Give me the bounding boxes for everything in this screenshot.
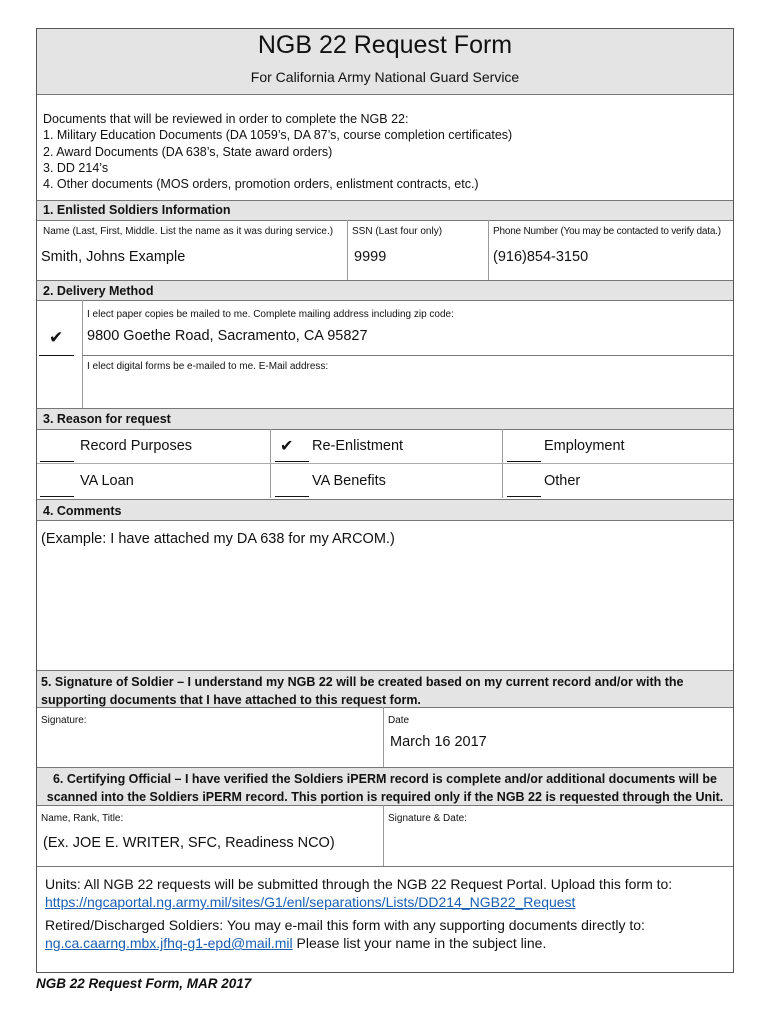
section5-heading-line: supporting documents that I have attached to this request form. — [41, 693, 421, 707]
section3-heading: 3. Reason for request — [43, 412, 171, 426]
ssn-label: SSN (Last four only) — [352, 226, 443, 237]
section6-heading — [37, 770, 733, 806]
email-checkbox[interactable] — [37, 356, 82, 408]
form-title: NGB 22 Request Form — [257, 31, 513, 59]
mail-checkbox[interactable] — [37, 300, 82, 355]
phone-input[interactable]: (916)854-3150 — [493, 249, 589, 265]
section6-heading-line: scanned into the Soldiers iPERM record. This portion is required only if the NGB 22 is requested through the Unit. — [46, 790, 724, 804]
name-label: Name (Last, First, Middle. List the name as it was during service.) — [43, 226, 334, 237]
reason-label: Other — [544, 473, 581, 489]
documents-item: 1. Military Education Documents (DA 1059’s, DA 87’s, course completion certificates) — [43, 128, 513, 143]
reason-option[interactable] — [271, 464, 502, 498]
documents-list — [43, 111, 512, 192]
official-signature-input[interactable] — [388, 829, 728, 859]
reason-option[interactable] — [271, 430, 502, 463]
official-name-input[interactable]: (Ex. JOE E. WRITER, SFC, Readiness NCO) — [43, 835, 335, 851]
ngb22-form — [36, 28, 734, 973]
date-label: Date — [388, 715, 410, 726]
email-link[interactable]: ng.ca.caarng.mbx.jfhq-g1-epd@mail.mil — [45, 935, 293, 951]
instructions — [45, 875, 731, 952]
official-signature-label: Signature & Date: — [388, 813, 467, 824]
reason-option[interactable] — [503, 430, 733, 463]
portal-link[interactable]: https://ngcaportal.ng.army.mil/sites/G1/enl/separations/Lists/DD214_NGB22_Request — [45, 894, 576, 910]
section2-heading: 2. Delivery Method — [43, 284, 154, 298]
reason-option[interactable] — [503, 464, 733, 498]
mail-label: I elect paper copies be mailed to me. Complete mailing address including zip code: — [87, 309, 454, 320]
form-footer: NGB 22 Request Form, MAR 2017 — [36, 976, 252, 991]
section5-heading-line: 5. Signature of Soldier – I understand my NGB 22 will be created based on my current record and/or with the — [41, 675, 684, 689]
reason-label: Record Purposes — [80, 438, 193, 454]
retired-instructions: Retired/Discharged Soldiers: You may e-mail this form with any supporting documents directly to: — [45, 917, 645, 933]
official-name-label: Name, Rank, Title: — [41, 813, 124, 824]
subject-line-note: Please list your name in the subject line. — [292, 935, 547, 951]
reason-label: Employment — [544, 438, 625, 454]
reason-option[interactable] — [37, 430, 270, 463]
ssn-input[interactable]: 9999 — [354, 249, 387, 265]
comments-input[interactable]: (Example: I have attached my DA 638 for my ARCOM.) — [41, 531, 395, 547]
section6-heading-line: 6. Certifying Official – I have verified the Soldiers iPERM record is complete and/or additional documents will be — [52, 772, 718, 786]
checkmark-icon: ✔ — [49, 328, 64, 347]
mailing-address-input[interactable]: 9800 Goethe Road, Sacramento, CA 95827 — [87, 328, 368, 344]
phone-label: Phone Number (You may be contacted to verify data.) — [493, 226, 721, 237]
form-subtitle: For California Army National Guard Service — [250, 69, 520, 85]
reason-label: Re-Enlistment — [312, 438, 404, 454]
documents-item: 3. DD 214’s — [43, 160, 109, 175]
documents-item: 2. Award Documents (DA 638’s, State award orders) — [43, 144, 333, 159]
reason-label: VA Benefits — [312, 473, 386, 489]
date-input[interactable]: March 16 2017 — [390, 734, 487, 750]
signature-label: Signature: — [41, 715, 87, 726]
documents-intro: Documents that will be reviewed in order to complete the NGB 22: — [43, 112, 409, 126]
units-instructions: Units: All NGB 22 requests will be submitted through the NGB 22 Request Portal. Upload this form to: — [45, 876, 673, 892]
section5-heading — [41, 673, 684, 709]
section1-heading: 1. Enlisted Soldiers Information — [43, 203, 231, 217]
name-input[interactable]: Smith, Johns Example — [41, 249, 186, 265]
section4-heading: 4. Comments — [43, 504, 122, 518]
reason-label: VA Loan — [80, 473, 134, 489]
checkmark-icon: ✔ — [280, 438, 294, 455]
reason-option[interactable] — [37, 464, 270, 498]
signature-input[interactable] — [41, 731, 377, 761]
email-address-input[interactable] — [87, 379, 727, 401]
documents-item: 4. Other documents (MOS orders, promotion orders, enlistment contracts, etc.) — [43, 177, 479, 192]
email-label: I elect digital forms be e-mailed to me. E-Mail address: — [87, 361, 329, 372]
